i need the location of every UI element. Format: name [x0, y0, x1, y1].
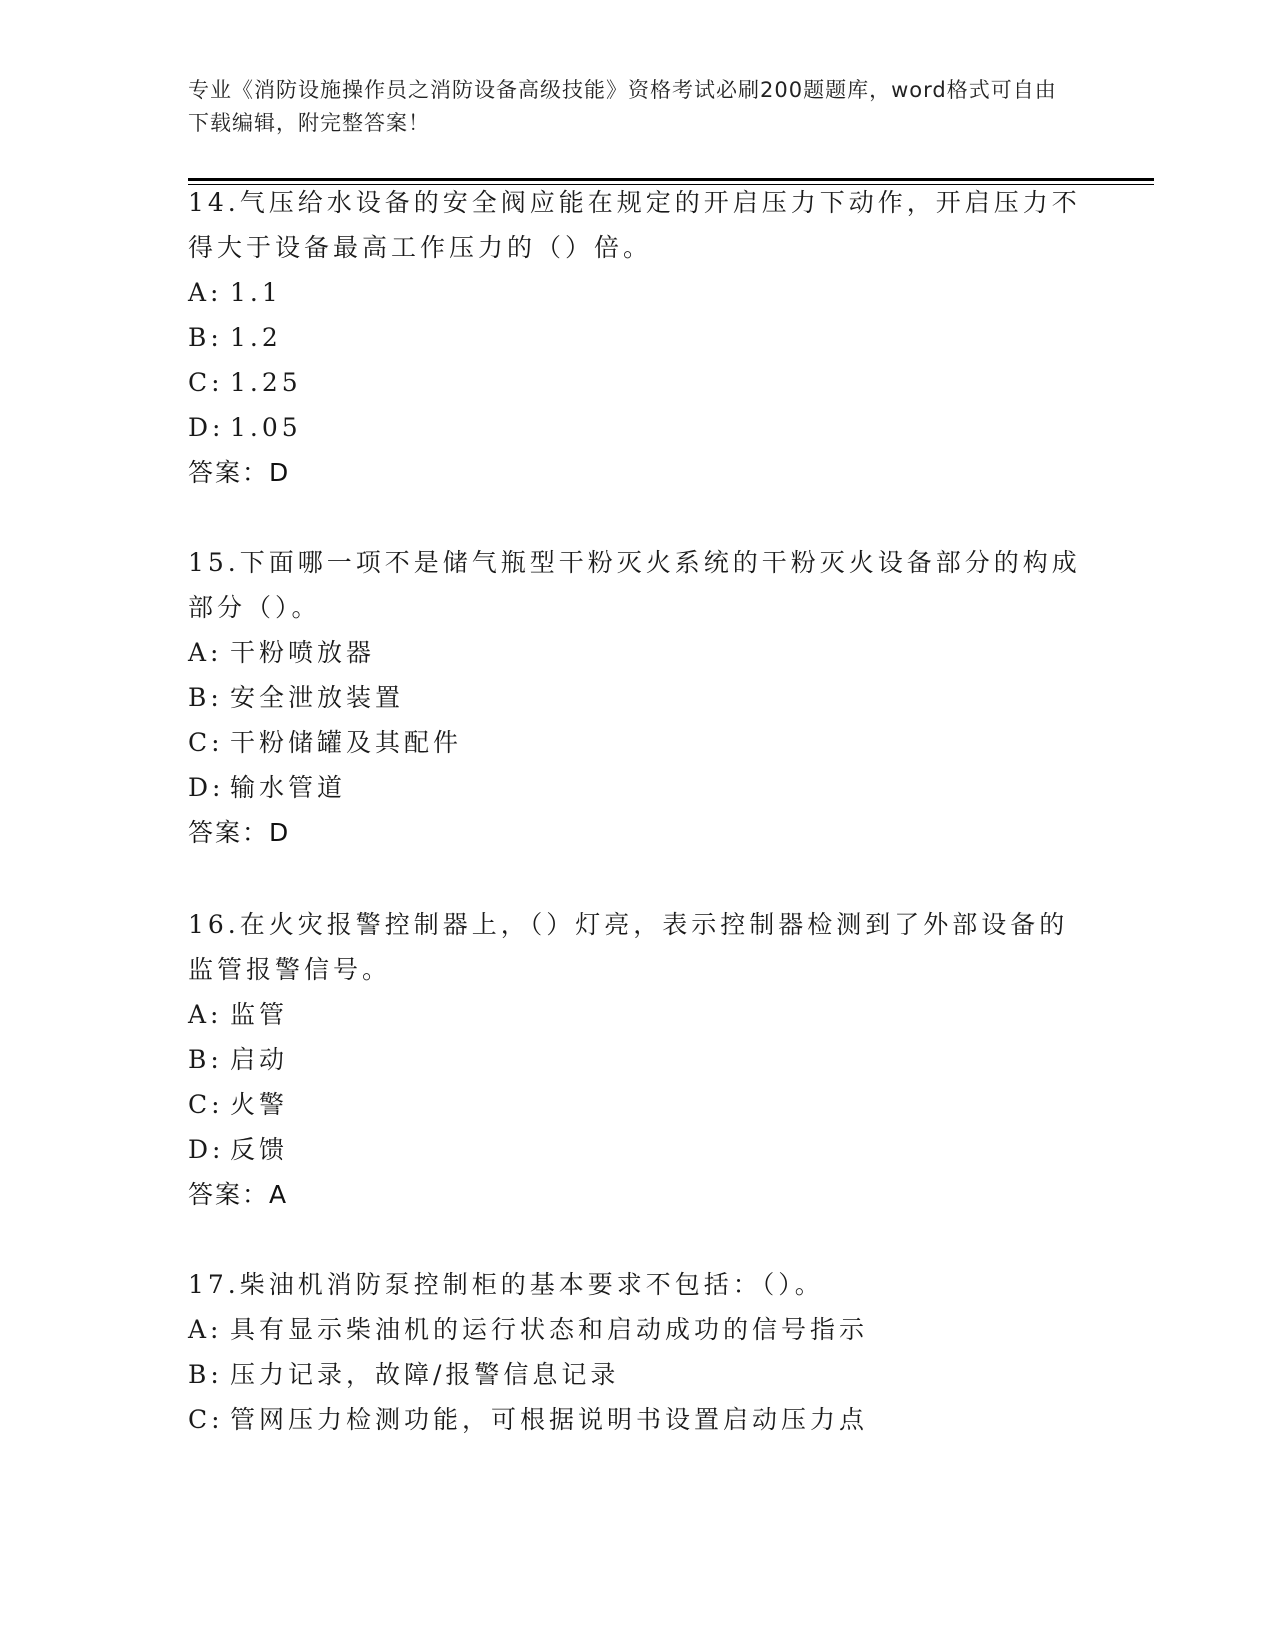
option-letter: A: [188, 278, 223, 307]
option-letter: B: [188, 683, 223, 712]
option-text: 火警 [230, 1090, 289, 1119]
option-b [188, 675, 1088, 720]
option-text: 监管 [230, 1000, 289, 1029]
option-text: 反馈 [230, 1135, 289, 1164]
option-c [188, 1082, 1088, 1127]
option-d [188, 405, 1088, 450]
option-letter: A: [188, 1000, 223, 1029]
answer-line: 答案：D [188, 818, 291, 847]
option-b [188, 315, 1088, 360]
question-stem: 17.柴油机消防泵控制柜的基本要求不包括：（）。 [188, 1270, 824, 1299]
option-a [188, 630, 1088, 675]
option-letter: C: [188, 1090, 224, 1119]
option-text: 1.2 [230, 323, 282, 352]
option-d [188, 1127, 1088, 1172]
option-letter: A: [188, 1315, 223, 1344]
option-letter: C: [188, 368, 224, 397]
question-stem: 15.下面哪一项不是储气瓶型干粉灭火系统的干粉灭火设备部分的构成部分（）。 [188, 548, 1081, 622]
option-letter: C: [188, 728, 224, 757]
option-letter: A: [188, 638, 223, 667]
question-15 [188, 540, 1088, 855]
option-a [188, 1307, 1088, 1352]
option-text: 输水管道 [230, 773, 347, 802]
option-text: 1.25 [230, 368, 302, 397]
answer-line: 答案：A [188, 1180, 289, 1209]
option-b [188, 1352, 1088, 1397]
option-text: 管网压力检测功能，可根据说明书设置启动压力点 [230, 1405, 869, 1434]
option-d [188, 765, 1088, 810]
option-text: 干粉储罐及其配件 [230, 728, 463, 757]
option-text: 压力记录，故障/报警信息记录 [230, 1360, 620, 1389]
option-text: 干粉喷放器 [230, 638, 376, 667]
option-text: 1.1 [230, 278, 282, 307]
option-letter: D: [188, 413, 225, 442]
option-c [188, 720, 1088, 765]
question-14 [188, 180, 1088, 495]
option-letter: B: [188, 1360, 223, 1389]
option-letter: B: [188, 1045, 223, 1074]
option-letter: C: [188, 1405, 224, 1434]
option-letter: B: [188, 323, 223, 352]
question-stem: 14.气压给水设备的安全阀应能在规定的开启压力下动作，开启压力不得大于设备最高工作压力的（）倍。 [188, 188, 1081, 262]
option-c [188, 360, 1088, 405]
option-text: 安全泄放装置 [230, 683, 405, 712]
option-text: 具有显示柴油机的运行状态和启动成功的信号指示 [230, 1315, 869, 1344]
option-a [188, 270, 1088, 315]
option-c [188, 1397, 1088, 1442]
option-a [188, 992, 1088, 1037]
option-letter: D: [188, 773, 225, 802]
question-17 [188, 1262, 1088, 1442]
option-b [188, 1037, 1088, 1082]
option-letter: D: [188, 1135, 225, 1164]
option-text: 启动 [230, 1045, 289, 1074]
document-header: 专业《消防设施操作员之消防设备高级技能》资格考试必刷200题题库，word格式可自由下载编辑，附完整答案！ [188, 78, 1057, 135]
question-stem: 16.在火灾报警控制器上，（）灯亮，表示控制器检测到了外部设备的监管报警信号。 [188, 910, 1069, 984]
option-text: 1.05 [230, 413, 302, 442]
answer-line: 答案：D [188, 458, 291, 487]
question-16 [188, 902, 1088, 1217]
